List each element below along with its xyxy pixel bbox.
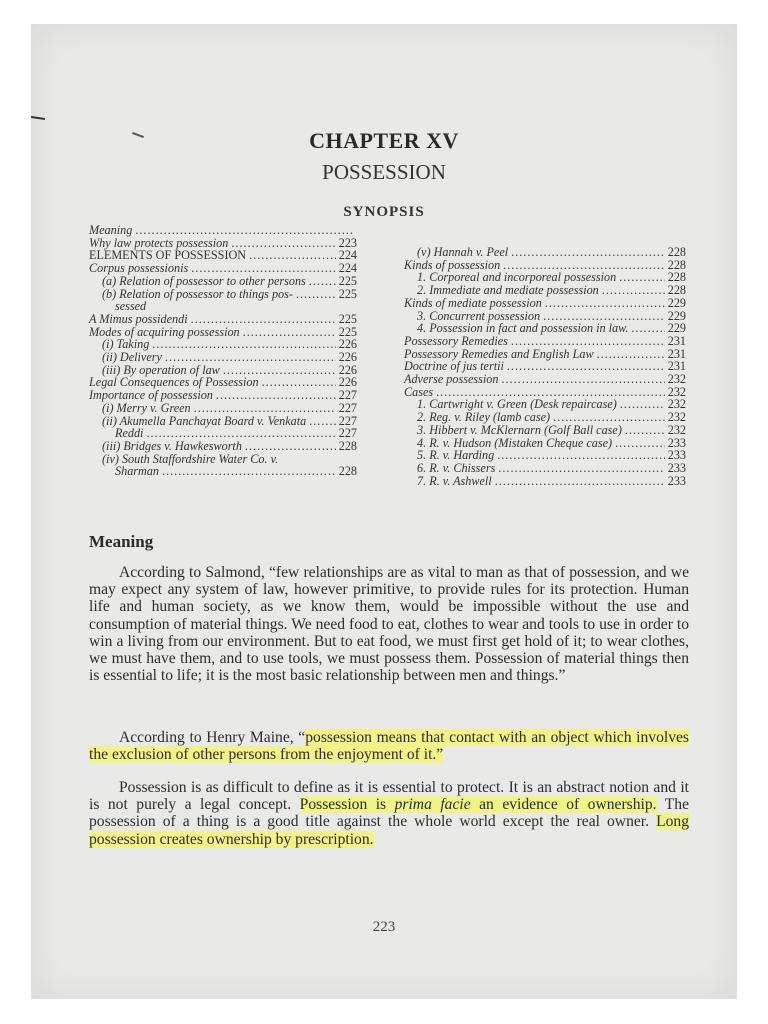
synopsis-entry-page: 229 xyxy=(667,308,686,323)
synopsis-entry xyxy=(89,402,357,415)
leader-dots xyxy=(498,462,664,475)
synopsis-entry-label: Meaning xyxy=(89,223,133,237)
synopsis-entry xyxy=(404,335,686,348)
synopsis-entry-label: (ii) Akumella Panchayat Board v. Venkata xyxy=(102,413,307,428)
synopsis-entry-page: 228 xyxy=(667,283,686,298)
synopsis-entry-page: 232 xyxy=(667,372,686,387)
synopsis-entry-label: Sharman xyxy=(115,464,160,479)
synopsis-entry-label: Importance of possession xyxy=(89,388,213,403)
synopsis-entry-page: 229 xyxy=(667,295,686,310)
leader-dots xyxy=(497,449,665,462)
synopsis-entry-label: 4. R. v. Hudson (Mistaken Cheque case) xyxy=(417,435,613,450)
synopsis-entry-page: 233 xyxy=(667,435,686,450)
highlighted-text: Long possession creates ownership by prescription. xyxy=(89,813,689,848)
synopsis-entry-label: (v) Hannah v. Peel xyxy=(417,245,509,259)
leader-dots xyxy=(511,335,665,348)
book-page xyxy=(31,24,737,999)
page-number: 223 xyxy=(372,919,396,935)
synopsis-entry-page: 225 xyxy=(338,273,357,288)
synopsis-entry-page: 231 xyxy=(667,346,686,361)
paragraph-text-part: According to Henry Maine, “ xyxy=(119,729,306,746)
leader-dots xyxy=(216,389,336,402)
synopsis-entry-label: ELEMENTS OF POSSESSION xyxy=(89,248,247,263)
synopsis-entry-label: sessed xyxy=(115,299,147,314)
synopsis-entry-page: 226 xyxy=(338,375,357,390)
synopsis-entry-label: (ii) Delivery xyxy=(102,350,162,365)
synopsis-entry xyxy=(89,389,357,402)
synopsis-entry xyxy=(404,411,686,424)
leader-dots xyxy=(619,271,665,284)
leader-dots xyxy=(165,351,336,364)
synopsis-entry-page: 233 xyxy=(667,448,686,463)
synopsis-entry xyxy=(404,246,686,259)
leader-dots xyxy=(262,376,336,389)
leader-dots xyxy=(194,402,336,415)
synopsis-entry xyxy=(404,297,686,310)
synopsis-entry xyxy=(89,224,357,237)
synopsis-entry-label: (iii) By operation of law xyxy=(102,362,220,377)
synopsis-entry-label: 2. Reg. v. Riley (lamb case) xyxy=(417,410,551,425)
leader-dots xyxy=(507,360,665,373)
synopsis-entry-label: Possessory Remedies xyxy=(404,333,508,348)
section-heading-meaning: Meaning xyxy=(89,532,154,551)
synopsis-entry-page: 226 xyxy=(338,350,357,365)
leader-dots xyxy=(296,288,336,301)
paragraph-text-part: The possession of a thing is a good title against the whole world except the real owner. xyxy=(89,796,689,831)
synopsis-entry-label: (i) Taking xyxy=(102,337,150,352)
synopsis-entry-label: 4. Possession in fact and possession in law. xyxy=(417,321,629,336)
leader-dots xyxy=(602,284,665,297)
synopsis-entry-label: Doctrine of jus tertii xyxy=(404,359,504,374)
leader-dots xyxy=(625,424,665,437)
synopsis-entry-page: 227 xyxy=(338,413,357,428)
synopsis-entry-page: 224 xyxy=(338,248,357,263)
synopsis-entry-page: 228 xyxy=(338,438,357,453)
leader-dots xyxy=(615,437,665,450)
leader-dots xyxy=(495,475,665,488)
synopsis-entry-label: Why law protects possession xyxy=(89,235,229,250)
synopsis-entry-page: 228 xyxy=(667,257,686,272)
leader-dots xyxy=(309,275,336,288)
leader-dots xyxy=(631,322,664,335)
leader-dots xyxy=(249,249,336,262)
synopsis-entry-label: 1. Corporeal and incorporeal possession xyxy=(417,270,617,285)
synopsis-entry-page: 233 xyxy=(667,473,686,488)
synopsis-entry xyxy=(404,475,686,488)
highlighted-text: possession means that contact with an object which involves the exclusion of other persons from the enjoyment of it.” xyxy=(89,729,689,764)
synopsis-entry-label: 6. R. v. Chissers xyxy=(417,460,496,475)
synopsis-entry-page: 228 xyxy=(667,245,686,259)
synopsis-right-column xyxy=(404,246,686,487)
leader-dots xyxy=(245,440,336,453)
synopsis-entry-page: 227 xyxy=(338,388,357,403)
synopsis-entry-page: 226 xyxy=(338,337,357,352)
synopsis-entry-page: 226 xyxy=(338,362,357,377)
synopsis-entry-page: 225 xyxy=(338,311,357,326)
synopsis-entry xyxy=(89,351,357,364)
synopsis-entry-label: 5. R. v. Harding xyxy=(417,448,495,463)
synopsis-entry-label: 1. Cartwright v. Green (Desk repaircase) xyxy=(417,397,617,412)
chapter-title: CHAPTER XV xyxy=(309,128,459,153)
leader-dots xyxy=(545,297,665,310)
synopsis-entry-page: 225 xyxy=(338,286,357,301)
paragraph-text xyxy=(89,729,689,763)
synopsis-entry xyxy=(404,373,686,386)
synopsis-entry xyxy=(404,284,686,297)
leader-dots xyxy=(501,373,664,386)
synopsis-entry-label: Kinds of possession xyxy=(404,257,501,272)
synopsis-heading: SYNOPSIS xyxy=(343,204,425,220)
synopsis-entry xyxy=(404,462,686,475)
synopsis-entry-page: 223 xyxy=(338,235,357,250)
synopsis-entry-label: (a) Relation of possessor to other persons xyxy=(102,273,306,288)
synopsis-entry-page: 227 xyxy=(338,426,357,441)
leader-dots xyxy=(231,237,335,250)
leader-dots xyxy=(152,338,335,351)
synopsis-entry xyxy=(89,262,357,275)
leader-dots xyxy=(243,326,336,339)
margin-mark xyxy=(31,116,45,120)
leader-dots xyxy=(597,348,665,361)
synopsis-entry-label: Kinds of mediate possession xyxy=(404,295,542,310)
synopsis-entry-page: 232 xyxy=(667,422,686,437)
synopsis-entry-label: Cases xyxy=(404,384,434,399)
synopsis-left-column xyxy=(89,224,357,478)
synopsis-entry-label: 3. Concurrent possession xyxy=(417,308,541,323)
leader-dots xyxy=(191,313,336,326)
paragraph-text: According to Salmond, “few relationships are as vital to man as that of possession, and we may expect any system of law, however primitive, to provide rules for its protection. Human life and human society, as we know them, would be impossible without the use and consumption of material things. We need food to eat, clothes to wear and tools to use in order to win a living from our environment. But to eat food, we must first get hold of it; to wear clothes, we must have them, and to use tools, we must possess them. Possession of material things then is essential to life; it is the most basic relationship between men and things.” xyxy=(89,564,689,685)
synopsis-entry-label: Legal Consequences of Possession xyxy=(89,375,259,390)
synopsis-entry-label: (iv) South Staffordshire Water Co. v. xyxy=(102,451,279,466)
synopsis-entry-page: 225 xyxy=(338,324,357,339)
synopsis-entry-label: 2. Immediate and mediate possession xyxy=(417,283,599,298)
leader-dots xyxy=(511,246,665,259)
highlighted-text-part: Possession is xyxy=(299,796,395,814)
leader-dots xyxy=(191,262,336,275)
leader-dots xyxy=(309,415,336,428)
synopsis-entry-page: 231 xyxy=(667,359,686,374)
highlighted-text-part: an evidence of ownership. xyxy=(470,796,657,814)
synopsis-entry-page: 224 xyxy=(338,261,357,276)
synopsis-entry xyxy=(404,424,686,437)
synopsis-entry xyxy=(89,313,357,326)
synopsis-entry-label: Possessory Remedies and English Law xyxy=(404,346,594,361)
paragraph-text-part: Possession is as difficult to define as it is essential to protect. It is an abstract notion and it is not purely a legal concept. xyxy=(89,779,689,814)
synopsis-entry-label: Modes of acquiring possession xyxy=(89,324,240,339)
leader-dots xyxy=(162,465,336,478)
paragraph-text xyxy=(89,779,689,848)
synopsis-entry-page: 231 xyxy=(667,333,686,348)
synopsis-entry-label: Reddi xyxy=(115,426,144,441)
synopsis-entry-page: 228 xyxy=(338,464,357,479)
chapter-subtitle: POSSESSION xyxy=(322,160,446,184)
synopsis-entry-label: A Mimus possidendi xyxy=(89,311,188,326)
synopsis-entry-label: (b) Relation of possessor to things pos- xyxy=(102,286,293,301)
synopsis-entry-label: (i) Merry v. Green xyxy=(102,400,191,415)
synopsis-entry-page: 229 xyxy=(667,321,686,336)
synopsis-entry xyxy=(89,275,357,288)
synopsis-entry-page: 227 xyxy=(338,400,357,415)
leader-dots xyxy=(553,411,665,424)
synopsis-entry xyxy=(89,440,357,453)
leader-dots xyxy=(135,224,354,237)
body-paragraph-1 xyxy=(89,564,689,684)
synopsis-entry-label: 7. R. v. Ashwell xyxy=(417,473,492,488)
synopsis-entry-page: 232 xyxy=(667,384,686,399)
synopsis-entry xyxy=(89,465,357,478)
synopsis-entry-page: 233 xyxy=(667,460,686,475)
synopsis-entry-label: (iii) Bridges v. Hawkesworth xyxy=(102,438,242,453)
synopsis-entry-label: Corpus possessionis xyxy=(89,261,189,276)
body-paragraph-2 xyxy=(89,729,689,763)
body-paragraph-3 xyxy=(89,779,689,848)
highlighted-text xyxy=(300,796,657,813)
italic-term: prima facie xyxy=(394,796,471,814)
synopsis-entry-label: Adverse possession xyxy=(404,372,499,387)
synopsis-entry-page: 232 xyxy=(667,410,686,425)
leader-dots xyxy=(620,398,665,411)
synopsis-entry-page: 228 xyxy=(667,270,686,285)
synopsis-entry-label: 3. Hibbert v. McKlernarn (Golf Ball case) xyxy=(417,422,622,437)
synopsis-entry-page: 232 xyxy=(667,397,686,412)
